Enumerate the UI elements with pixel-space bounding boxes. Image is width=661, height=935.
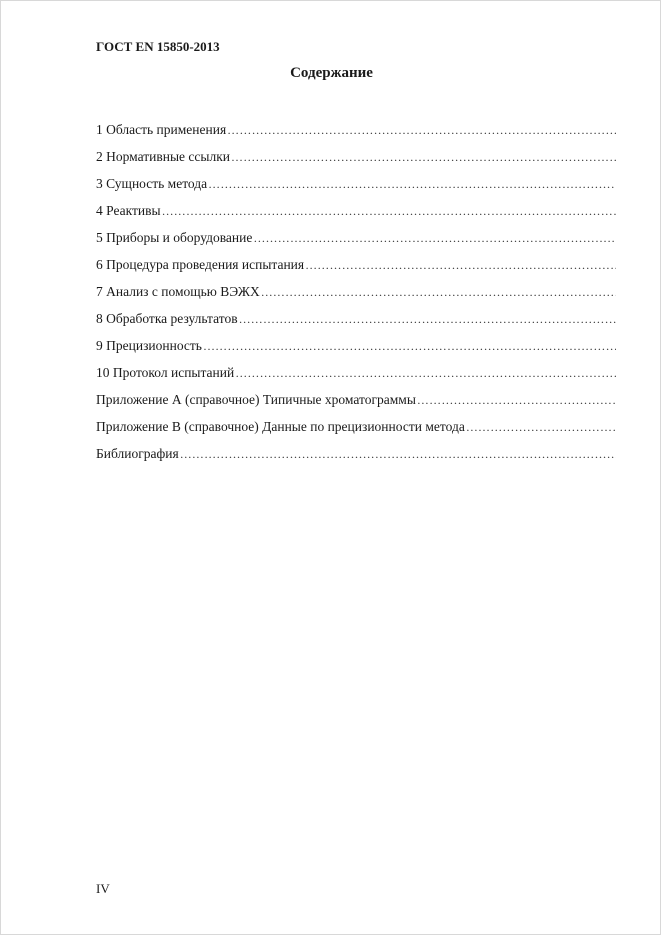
toc-item[interactable]: [96, 228, 616, 255]
toc-dot-leader: [305, 255, 616, 275]
toc-dot-leader: [235, 363, 616, 383]
toc-dot-leader: [227, 120, 616, 140]
toc-item-label: Библиография: [96, 446, 179, 461]
toc-item[interactable]: [96, 444, 616, 471]
toc-dot-leader: [231, 147, 616, 167]
toc-item[interactable]: [96, 120, 616, 147]
toc-item[interactable]: [96, 363, 616, 390]
toc-item[interactable]: [96, 201, 616, 228]
toc-item[interactable]: [96, 282, 616, 309]
toc-item[interactable]: [96, 336, 616, 363]
toc-item-label: 2 Нормативные ссылки: [96, 149, 230, 164]
toc-item-label: 9 Прецизионность: [96, 338, 202, 353]
toc-item[interactable]: [96, 309, 616, 336]
toc-dot-leader: [253, 228, 616, 248]
toc-item-label: 5 Приборы и оборудование: [96, 230, 253, 245]
toc-dot-leader: [239, 309, 616, 329]
toc-item-label: Приложение В (справочное) Данные по прецизионности метода: [96, 419, 465, 434]
toc-dot-leader: [180, 444, 616, 464]
toc-dot-leader: [261, 282, 616, 302]
toc-item-label: 3 Сущность метода: [96, 176, 208, 191]
toc-item-label: 7 Анализ с помощью ВЭЖХ: [96, 284, 260, 299]
toc-dot-leader: [208, 174, 616, 194]
toc-item[interactable]: [96, 174, 616, 201]
toc-item-label: 10 Протокол испытаний: [96, 365, 235, 380]
toc-item[interactable]: [96, 147, 616, 174]
toc-item[interactable]: [96, 417, 616, 444]
toc-title: Содержание: [290, 65, 373, 81]
toc-item[interactable]: [96, 390, 616, 417]
toc-dot-leader: [417, 390, 616, 410]
standard-header: ГОСТ EN 15850-2013: [96, 39, 220, 54]
toc-item-label: 8 Обработка результатов: [96, 311, 238, 326]
toc-item[interactable]: [96, 255, 616, 282]
page-number: IV: [96, 881, 110, 896]
toc-item-label: Приложение А (справочное) Типичные хроматограммы: [96, 392, 416, 407]
toc-dot-leader: [203, 336, 616, 356]
toc-dot-leader: [162, 201, 616, 221]
toc-item-label: 4 Реактивы: [96, 203, 161, 218]
toc-item-label: 1 Область применения: [96, 122, 227, 137]
toc-dot-leader: [466, 417, 616, 437]
toc-item-label: 6 Процедура проведения испытания: [96, 257, 305, 272]
toc-list: [96, 120, 616, 471]
